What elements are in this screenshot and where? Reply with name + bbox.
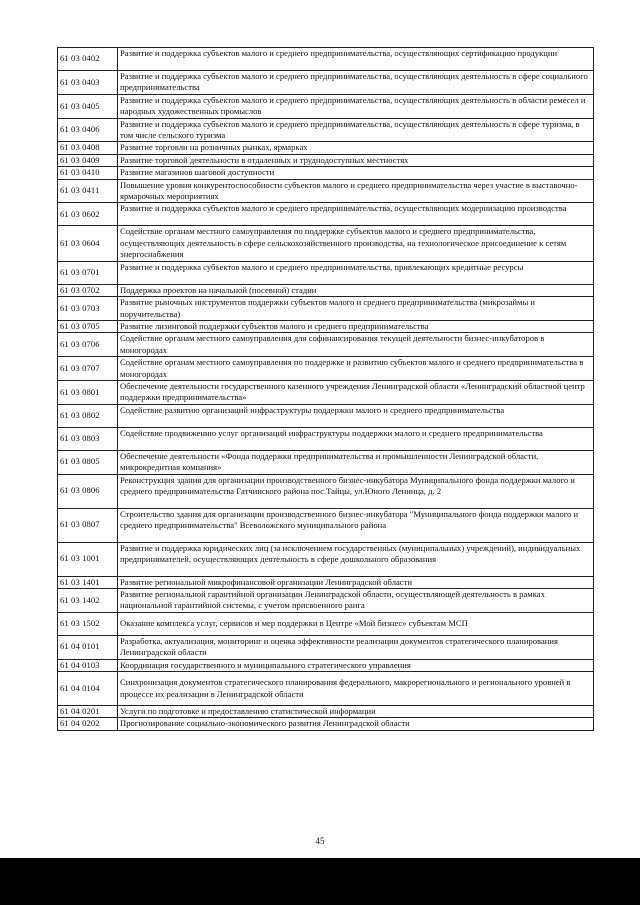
row-description: Разработка, актуализация, мониторинг и оценка эффективности реализации документов стратегического планирования Ленинградской области [118, 635, 594, 659]
row-description: Содействие продвижению услуг организаций инфраструктуры поддержки малого и среднего предпринимательства [118, 427, 594, 450]
row-code: 61 03 0702 [58, 284, 118, 296]
row-description: Услуги по подготовке и предоставлению статистической информации [118, 706, 594, 718]
row-description: Развитие региональной гарантийной организации Ленинградской области, осуществляющей деятельность в рамках национальной гарантийной системы, с учетом присвоенного ранга [118, 588, 594, 612]
row-code: 61 03 0806 [58, 474, 118, 508]
table-row [58, 94, 594, 118]
row-description: Развитие и поддержка субъектов малого и среднего предпринимательства, осуществляющих сертификацию продукции [118, 48, 594, 71]
table-row [58, 118, 594, 142]
row-description: Реконструкция здания для организации производственного бизнес-инкубатора Муниципального фонда поддержки малого и среднего предпринимательства Гатчинского района пос.Тайцы, ул.Юного Ленинца, д. 2 [118, 474, 594, 508]
table-row [58, 588, 594, 612]
table-row [58, 297, 594, 321]
row-code: 61 03 0707 [58, 357, 118, 381]
row-code: 61 03 0604 [58, 226, 118, 261]
row-description: Строительство здания для организации производственного бизнес-инкубатора "Муниципального фонда поддержки малого и среднего предпринимательства" Всеволожского муниципального района [118, 508, 594, 542]
row-code: 61 04 0201 [58, 706, 118, 718]
row-description: Оказание комплекса услуг, сервисов и мер поддержки в Центре «Мой бизнес» субъектам МСП [118, 612, 594, 635]
row-code: 61 03 0405 [58, 94, 118, 118]
table-row [58, 380, 594, 404]
row-code: 61 03 0411 [58, 179, 118, 203]
row-description: Развитие торговой деятельности в отдаленных и труднодоступных местностях [118, 154, 594, 166]
row-description: Развитие и поддержка субъектов малого и среднего предпринимательства, осуществляющих деятельность в сфере туризма, в том числе сельского туризма [118, 118, 594, 142]
row-description: Синхронизация документов стратегического планирования федерального, макрорегионального и регионального уровней в процессе их реализации в Ленинградской области [118, 672, 594, 706]
row-description: Развитие магазинов шаговой доступности [118, 167, 594, 179]
row-code: 61 03 0701 [58, 261, 118, 284]
row-description: Развитие и поддержка субъектов малого и среднего предпринимательства, осуществляющих деятельность в сфере социального предпринимательства [118, 71, 594, 95]
row-code: 61 03 0803 [58, 427, 118, 450]
row-code: 61 03 0410 [58, 167, 118, 179]
table-row [58, 71, 594, 95]
classification-table [57, 47, 594, 731]
row-code: 61 03 1402 [58, 588, 118, 612]
row-description: Координация государственного и муниципального стратегического управления [118, 659, 594, 671]
row-description: Содействие органам местного самоуправления по поддержке субъектов малого и среднего предпринимательства, осуществляющих деятельность в сфере сельскохозяйственного производства, на технологическое присоединение к сетям энергоснабжения [118, 226, 594, 261]
row-code: 61 03 0805 [58, 450, 118, 474]
row-code: 61 03 0409 [58, 154, 118, 166]
row-code: 61 03 0705 [58, 320, 118, 332]
table-row [58, 142, 594, 154]
row-code: 61 03 1401 [58, 576, 118, 588]
row-description: Развитие лизинговой поддержки субъектов малого и среднего предпринимательства [118, 320, 594, 332]
table-row [58, 718, 594, 730]
table-row [58, 48, 594, 71]
row-code: 61 03 0402 [58, 48, 118, 71]
row-description: Развитие рыночных инструментов поддержки субъектов малого и среднего предпринимательства (микрозаймы и поручительства) [118, 297, 594, 321]
scan-bottom-band [0, 858, 640, 905]
table-row [58, 672, 594, 706]
table-row [58, 284, 594, 296]
table-row [58, 179, 594, 203]
row-code: 61 04 0202 [58, 718, 118, 730]
table-row [58, 508, 594, 542]
table-row [58, 203, 594, 226]
row-code: 61 03 0408 [58, 142, 118, 154]
row-code: 61 04 0101 [58, 635, 118, 659]
table-row [58, 706, 594, 718]
row-description: Обеспечение деятельности государственного казенного учреждения Ленинградской области «Ленинградский областной центр поддержки предпринимательства» [118, 380, 594, 404]
row-description: Повышение уровня конкурентоспособности субъектов малого и среднего предпринимательства через участие в выставочно-ярмарочных мероприятиях [118, 179, 594, 203]
row-description: Содействие органам местного самоуправления для софинансирования текущей деятельности бизнес-инкубаторов в моногородах [118, 333, 594, 357]
row-code: 61 03 0406 [58, 118, 118, 142]
row-code: 61 03 0703 [58, 297, 118, 321]
row-code: 61 03 0802 [58, 404, 118, 427]
row-code: 61 03 0807 [58, 508, 118, 542]
table-row [58, 450, 594, 474]
row-description: Развитие региональной микрофинансовой организации Ленинградской области [118, 576, 594, 588]
row-description: Развитие и поддержка субъектов малого и среднего предпринимательства, осуществляющих модернизацию производства [118, 203, 594, 226]
row-description: Поддержка проектов на начальной (посевной) стадии [118, 284, 594, 296]
row-code: 61 03 0801 [58, 380, 118, 404]
row-description: Содействие органам местного самоуправления по поддержке и развитию субъектов малого и среднего предпринимательства в моногородах [118, 357, 594, 381]
row-description: Развитие и поддержка субъектов малого и среднего предпринимательства, привлекающих кредитные ресурсы [118, 261, 594, 284]
table-row [58, 659, 594, 671]
table-row [58, 576, 594, 588]
row-code: 61 04 0103 [58, 659, 118, 671]
page-number: 45 [315, 836, 325, 846]
table-row [58, 154, 594, 166]
row-code: 61 04 0104 [58, 672, 118, 706]
row-description: Развитие и поддержка юридических лиц (за исключением государственных (муниципальных) учреждений), индивидуальных предпринимателей, осуществляющих деятельность в сфере дошкольного образования [118, 542, 594, 576]
row-description: Обеспечение деятельности «Фонда поддержки предпринимательства и промышленности Ленинградской области, микрокредитная компания» [118, 450, 594, 474]
table-row [58, 320, 594, 332]
table-row [58, 357, 594, 381]
table-row [58, 333, 594, 357]
table-row [58, 612, 594, 635]
row-code: 61 03 0706 [58, 333, 118, 357]
table-row [58, 226, 594, 261]
row-code: 61 03 1001 [58, 542, 118, 576]
row-description: Развитие и поддержка субъектов малого и среднего предпринимательства, осуществляющих деятельность в области ремесел и народных художественных промыслов [118, 94, 594, 118]
table-row [58, 635, 594, 659]
table-body [58, 48, 594, 731]
table-row [58, 167, 594, 179]
table-row [58, 427, 594, 450]
table-row [58, 261, 594, 284]
row-code: 61 03 1502 [58, 612, 118, 635]
row-description: Прогнозирование социально-экономического развития Ленинградской области [118, 718, 594, 730]
row-description: Развитие торговли на розничных рынках, ярмарках [118, 142, 594, 154]
table-row [58, 404, 594, 427]
table-row [58, 474, 594, 508]
row-code: 61 03 0403 [58, 71, 118, 95]
table-row [58, 542, 594, 576]
row-description: Содействие развитию организаций инфраструктуры поддержки малого и среднего предпринимательства [118, 404, 594, 427]
row-code: 61 03 0602 [58, 203, 118, 226]
